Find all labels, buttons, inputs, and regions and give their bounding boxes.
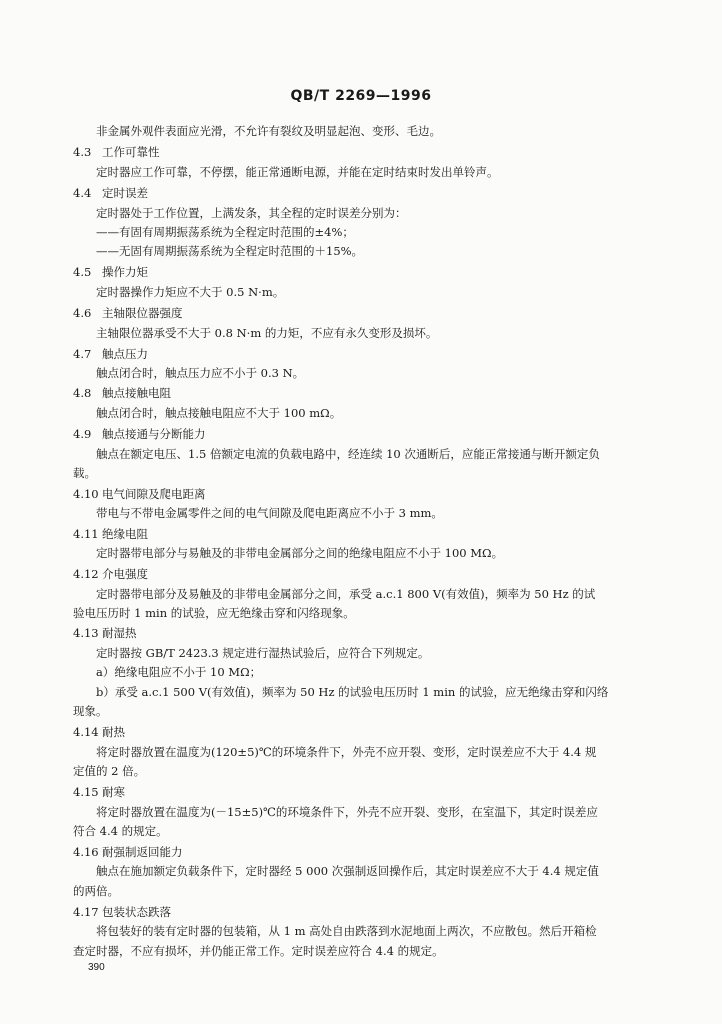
list-item: a）绝缘电阻应不小于 10 MΩ； bbox=[96, 665, 262, 679]
page-number: 390 bbox=[88, 962, 105, 973]
section-title: 操作力矩 bbox=[102, 265, 148, 279]
body-line: 主轴限位器承受不大于 0.8 N·m 的力矩，不应有永久变形及损坏。 bbox=[96, 326, 438, 340]
body-line: 触点闭合时，触点接触电阻应不大于 100 mΩ。 bbox=[96, 406, 342, 420]
body-line: 的两倍。 bbox=[73, 884, 119, 898]
section-number: 4.3 bbox=[73, 145, 92, 159]
body-line: 非金属外观件表面应光滑，不允许有裂纹及明显起泡、变形、毛边。 bbox=[96, 124, 441, 138]
section-title: 耐热 bbox=[102, 725, 125, 739]
body-line: 触点在额定电压、1.5 倍额定电流的负载电路中，经连续 10 次通断后，应能正常接通与断开额定负 bbox=[96, 447, 600, 461]
section-number: 4.6 bbox=[73, 306, 92, 320]
section-number: 4.15 bbox=[73, 785, 99, 799]
section-number: 4.11 bbox=[73, 527, 99, 541]
body-line: 定时器带电部分与易触及的非带电金属部分之间的绝缘电阻应不小于 100 MΩ。 bbox=[96, 546, 504, 560]
section-title: 绝缘电阻 bbox=[102, 527, 148, 541]
section-number: 4.17 bbox=[73, 905, 99, 919]
body-line: 查定时器，不应有损坏，并仍能正常工作。定时误差应符合 4.4 的规定。 bbox=[73, 944, 444, 958]
section-title: 耐强制返回能力 bbox=[102, 845, 183, 859]
document-header: QB/T 2269—1996 bbox=[290, 88, 432, 104]
section-number: 4.9 bbox=[73, 427, 92, 441]
section-number: 4.8 bbox=[73, 386, 92, 400]
body-line: 载。 bbox=[73, 466, 96, 480]
section-title: 包装状态跌落 bbox=[102, 905, 171, 919]
body-line: 触点在施加额定负载条件下，定时器经 5 000 次强制返回操作后，其定时误差应不大于 4.4 规定值 bbox=[96, 864, 599, 878]
section-title: 主轴限位器强度 bbox=[102, 306, 183, 320]
body-line: ——无固有周期振荡系统为全程定时范围的＋15%。 bbox=[96, 244, 364, 258]
section-number: 4.4 bbox=[73, 186, 92, 200]
section-number: 4.16 bbox=[73, 845, 99, 859]
body-line: 带电与不带电金属零件之间的电气间隙及爬电距离应不小于 3 mm。 bbox=[96, 506, 443, 520]
body-line: 定值的 2 倍。 bbox=[73, 764, 146, 778]
section-title: 电气间隙及爬电距离 bbox=[102, 487, 206, 501]
body-line: ——有固有周期振荡系统为全程定时范围的±4%； bbox=[96, 225, 354, 239]
section-title: 耐寒 bbox=[102, 785, 125, 799]
section-title: 触点压力 bbox=[102, 347, 148, 361]
body-line: 现象。 bbox=[73, 704, 108, 718]
body-line: 将定时器放置在温度为(－15±5)℃的环境条件下，外壳不应开裂、变形，在室温下，其定时误差应 bbox=[96, 805, 598, 819]
body-line: 定时器带电部分及易触及的非带电金属部分之间，承受 a.c.1 800 V(有效值)，频率为 50 Hz 的试 bbox=[96, 587, 596, 601]
section-title: 触点接通与分断能力 bbox=[102, 427, 206, 441]
section-title: 耐湿热 bbox=[102, 626, 137, 640]
body-line: 定时器操作力矩应不大于 0.5 N·m。 bbox=[96, 285, 285, 299]
section-number: 4.12 bbox=[73, 567, 99, 581]
section-number: 4.13 bbox=[73, 626, 99, 640]
section-number: 4.14 bbox=[73, 725, 99, 739]
section-number: 4.7 bbox=[73, 347, 92, 361]
section-title: 定时误差 bbox=[102, 186, 148, 200]
section-number: 4.5 bbox=[73, 265, 92, 279]
body-line: 将包装好的装有定时器的包装箱，从 1 m 高处自由跌落到水泥地面上两次，不应散包。然后开箱检 bbox=[96, 924, 597, 938]
section-title: 介电强度 bbox=[102, 567, 148, 581]
body-line: 将定时器放置在温度为(120±5)℃的环境条件下，外壳不应开裂、变形，定时误差应不大于 4.4 规 bbox=[96, 745, 597, 759]
body-line: 验电压历时 1 min 的试验，应无绝缘击穿和闪络现象。 bbox=[73, 606, 355, 620]
body-line: 符合 4.4 的规定。 bbox=[73, 824, 168, 838]
body-line: 定时器处于工作位置，上满发条，其全程的定时误差分别为： bbox=[96, 206, 407, 220]
body-line: 定时器按 GB/T 2423.3 规定进行湿热试验后，应符合下列规定。 bbox=[96, 646, 430, 660]
body-line: 定时器应工作可靠，不停摆，能正常通断电源，并能在定时结束时发出单铃声。 bbox=[96, 165, 499, 179]
section-number: 4.10 bbox=[73, 487, 99, 501]
body-line: 触点闭合时，触点压力应不小于 0.3 N。 bbox=[96, 366, 305, 380]
list-item: b）承受 a.c.1 500 V(有效值)，频率为 50 Hz 的试验电压历时 1 min 的试验，应无绝缘击穿和闪络 bbox=[96, 685, 609, 699]
section-title: 工作可靠性 bbox=[102, 145, 160, 159]
section-title: 触点接触电阻 bbox=[102, 386, 171, 400]
